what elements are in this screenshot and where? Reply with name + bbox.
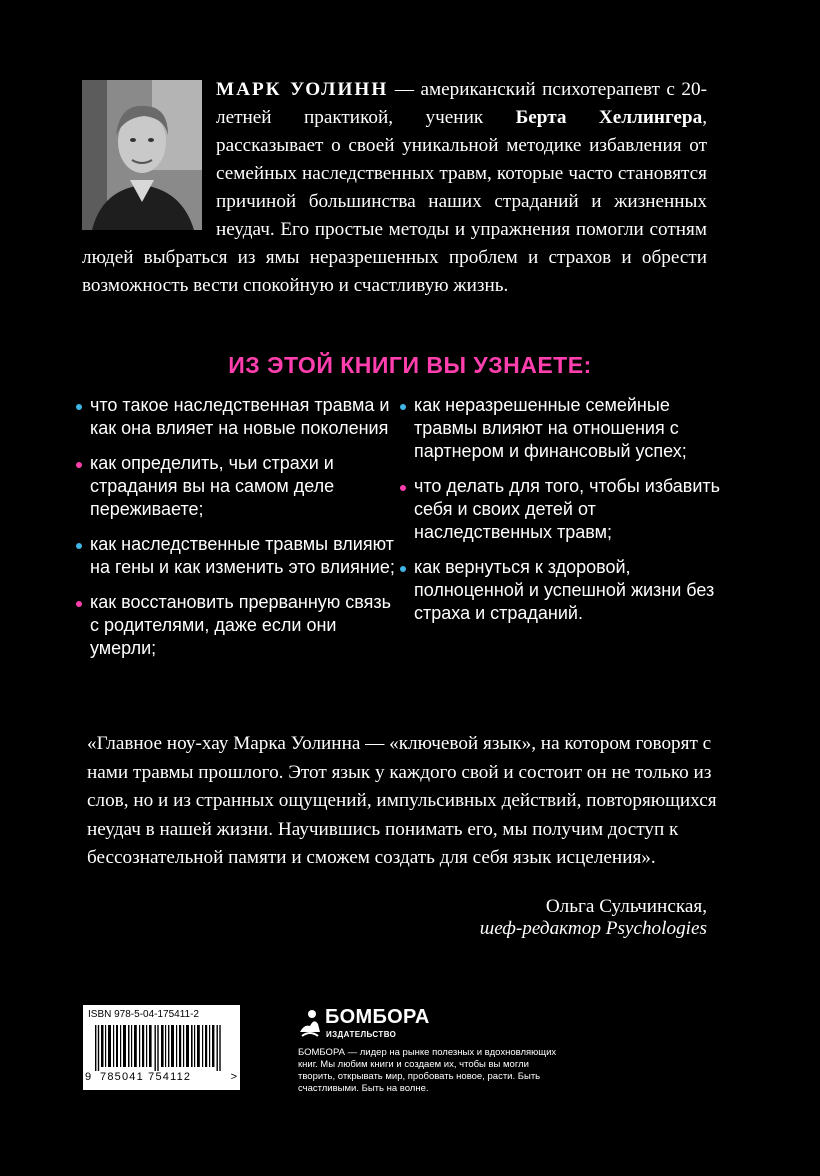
bullet-item xyxy=(76,533,396,579)
section-heading: ИЗ ЭТОЙ КНИГИ ВЫ УЗНАЕТЕ: xyxy=(228,352,592,378)
review-quote: «Главное ноу-хау Марка Уолинна — «ключевой язык», на котором говорят с нами травмы прошлого. Этот язык у каждого свой и состоит он не только из слов, но и из странных ощущений, импульсивных действий, повторяющихся неудач в нашей жизни. Научившись понимать его, мы получим доступ к бессознательной памяти и сможем создать для себя язык исцеления». xyxy=(87,733,717,868)
bullets-left xyxy=(76,394,396,672)
bullet-item xyxy=(76,452,396,521)
bullet-text: как неразрешенные семейные травмы влияют на отношения с партнером и финансовый успех; xyxy=(414,395,687,461)
barcode-arrow: > xyxy=(230,1071,237,1083)
bullets-right xyxy=(400,394,730,637)
bullet-dot-icon xyxy=(76,601,82,607)
barcode-digit-first: 9 xyxy=(85,1071,92,1083)
bullet-text: что такое наследственная травма и как она влияет на новые поколения xyxy=(90,395,390,438)
bullet-text: как восстановить прерванную связь с родителями, даже если они умерли; xyxy=(90,592,392,658)
bullet-item xyxy=(76,394,396,440)
bio-text-1: — американский психотерапевт с 20-летней практикой, ученик xyxy=(216,79,708,128)
bullet-text: как определить, чьи страхи и страдания вы на самом деле переживаете; xyxy=(90,453,335,519)
author-name: МАРК УОЛИНН xyxy=(216,79,389,100)
photo-spacer xyxy=(82,76,216,226)
bio-text-2: , рассказывает о своей уникальной методике избавления от семейных наследственных травм, которые часто становятся причиной большинства наших страданий и жизненных неудач. Его простые методы и упражнения помогли сотням людей выбраться из ямы неразрешенных проблем и страхов и обрести возможность вести спокойную и счастливую жизнь. xyxy=(82,107,707,296)
bullet-item xyxy=(400,394,730,463)
bullet-text: что делать для того, чтобы избавить себя и своих детей от наследственных травм; xyxy=(414,476,721,542)
author-bio xyxy=(82,76,707,300)
quote-author-role: шеф-редактор Psychologies xyxy=(479,918,707,939)
barcode-bars xyxy=(95,1025,221,1071)
publisher-description: БОМБОРА — лидер на рынке полезных и вдохновляющих книг. Мы любим книги и создаем их, чтобы вы могли творить, открывать мир, пробовать новое, расти. Быть счастливыми. Быть на волне. xyxy=(298,1047,557,1094)
bullet-dot-icon xyxy=(400,485,406,491)
bullet-dot-icon xyxy=(400,566,406,572)
isbn-label: ISBN 978-5-04-175411-2 xyxy=(88,1009,199,1020)
bullet-text: как наследственные травмы влияют на гены и как изменить это влияние; xyxy=(90,534,395,577)
mentor-name: Берта Хеллингера xyxy=(515,107,703,128)
publisher-logo-sub: ИЗДАТЕЛЬСТВО xyxy=(326,1030,397,1039)
bullet-dot-icon xyxy=(76,404,82,410)
bullet-item xyxy=(400,475,730,544)
barcode xyxy=(83,1005,240,1090)
bullet-dot-icon xyxy=(76,462,82,468)
bullet-text: как вернуться к здоровой, полноценной и успешной жизни без страха и страданий. xyxy=(414,557,715,623)
publisher-logo-text: БОМБОРА xyxy=(325,1006,430,1028)
bullet-item xyxy=(400,556,730,625)
bullet-dot-icon xyxy=(76,543,82,549)
barcode-digits: 785041 754112 xyxy=(100,1071,192,1083)
bullet-dot-icon xyxy=(400,404,406,410)
bullet-item xyxy=(76,591,396,660)
quote-author: Ольга Сульчинская, xyxy=(545,896,707,917)
